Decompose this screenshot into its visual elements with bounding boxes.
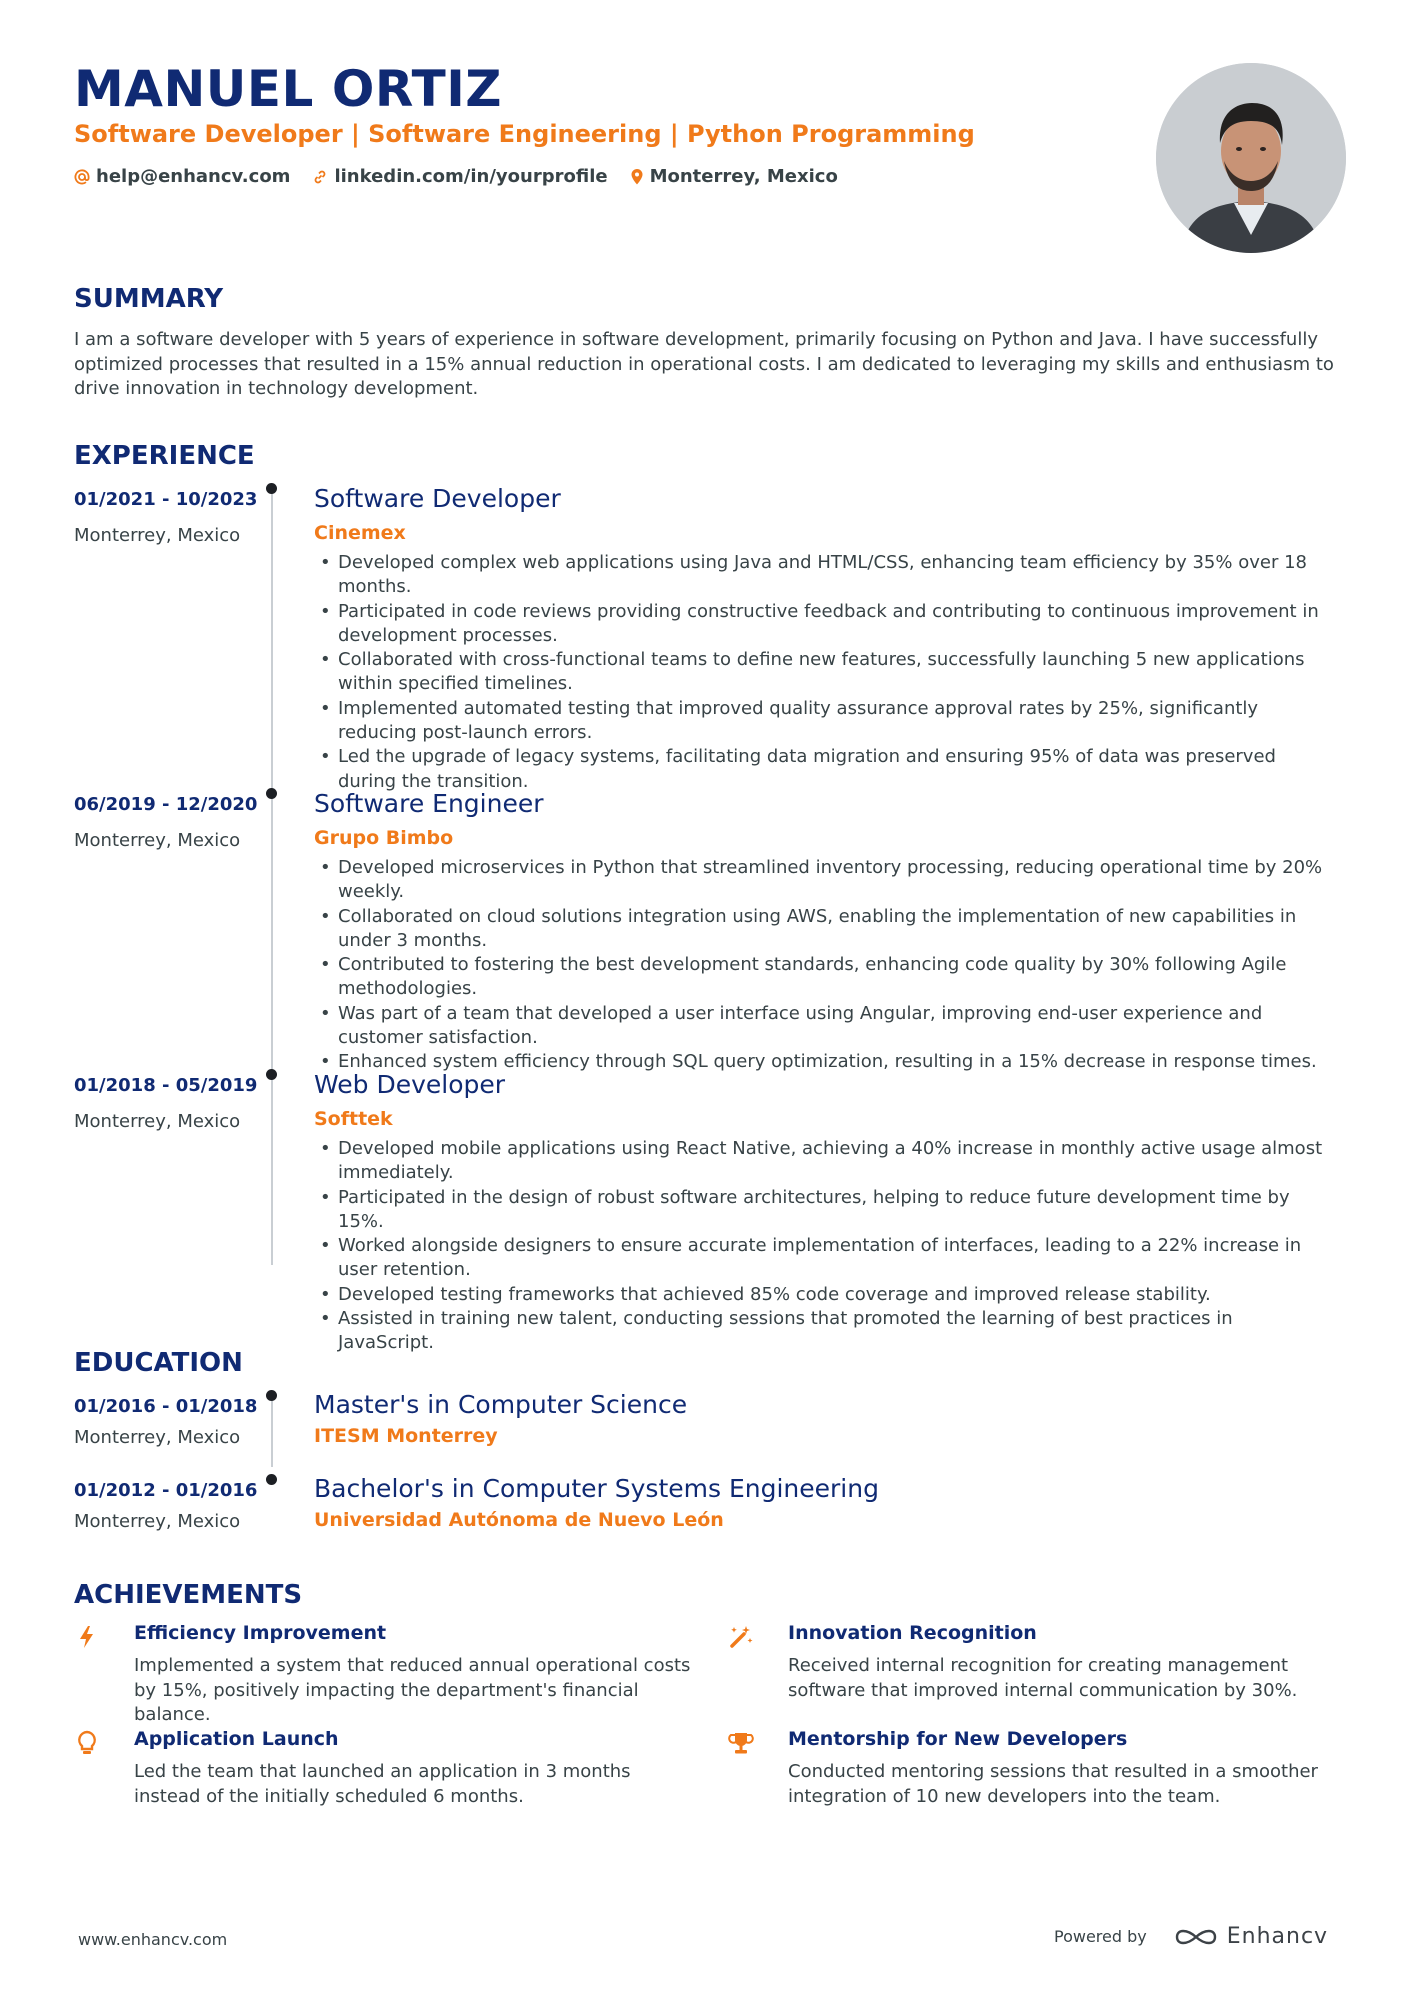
enhancv-logo[interactable] (1173, 1924, 1328, 1949)
education-heading: EDUCATION (74, 1348, 243, 1378)
magic-wand-icon (728, 1624, 754, 1650)
achievement-title: Innovation Recognition (788, 1622, 1037, 1644)
powered-by-label: Powered by (1054, 1927, 1147, 1946)
education-dates: 01/2012 - 01/2016 (74, 1480, 258, 1501)
list-item: • Implemented automated testing that improved quality assurance approval rates by 25%, significantly reducing post-launch errors. (314, 697, 1334, 746)
summary-text: I am a software developer with 5 years of experience in software development, primarily focusing on Python and Java. I have successfully optimized processes that resulted in a 15% annual reduction in operational costs. I am dedicated to leveraging my skills and enthusiasm to drive innovation in technology development. (74, 329, 1334, 399)
education-timeline (271, 1397, 273, 1467)
experience-role: Software Developer (314, 484, 561, 513)
experience-location: Monterrey, Mexico (74, 1111, 241, 1132)
experience-timeline (271, 490, 273, 1265)
education-location: Monterrey, Mexico (74, 1427, 241, 1448)
achievement-title: Application Launch (134, 1728, 339, 1750)
list-item: • Assisted in training new talent, conducting sessions that promoted the learning of best practices in JavaScript. (314, 1307, 1334, 1356)
list-item: • Was part of a team that developed a user interface using Angular, improving end-user experience and customer satisfaction. (314, 1002, 1334, 1051)
email-text: help@enhancv.com (96, 166, 291, 187)
experience-company: Grupo Bimbo (314, 827, 454, 849)
education-school: Universidad Autónoma de Nuevo León (314, 1509, 724, 1531)
achievement-description: Led the team that launched an application in 3 months instead of the initially scheduled 6 months. (134, 1761, 631, 1807)
experience-dates: 01/2018 - 05/2019 (74, 1075, 258, 1096)
location-pin-icon (630, 168, 644, 186)
trophy-icon (728, 1730, 754, 1756)
list-item: • Collaborated with cross-functional teams to define new features, successfully launching 5 new applications within specified timelines. (314, 648, 1334, 697)
timeline-dot (266, 1474, 277, 1485)
experience-bullets (314, 1137, 1334, 1356)
experience-heading: EXPERIENCE (74, 441, 255, 471)
timeline-dot (266, 483, 277, 494)
experience-company: Cinemex (314, 522, 406, 544)
achievement-description: Received internal recognition for creating management software that improved internal communication by 30%. (788, 1655, 1298, 1701)
experience-bullets (314, 551, 1334, 794)
education-dates: 01/2016 - 01/2018 (74, 1396, 258, 1417)
lightning-icon (74, 1624, 100, 1650)
timeline-dot (266, 1069, 277, 1080)
location-contact (630, 166, 838, 187)
summary-heading: SUMMARY (74, 284, 224, 314)
list-item: • Enhanced system efficiency through SQL query optimization, resulting in a 15% decrease in response times. (314, 1050, 1334, 1074)
infinity-logo-icon (1173, 1925, 1219, 1949)
list-item: • Contributed to fostering the best development standards, enhancing code quality by 30% following Agile methodologies. (314, 953, 1334, 1002)
list-item: • Developed testing frameworks that achieved 85% code coverage and improved release stability. (314, 1283, 1334, 1307)
timeline-dot (266, 1390, 277, 1401)
linkedin-text: linkedin.com/in/yourprofile (334, 166, 608, 187)
list-item: • Participated in the design of robust software architectures, helping to reduce future development time by 15%. (314, 1186, 1334, 1235)
list-item: • Led the upgrade of legacy systems, facilitating data migration and ensuring 95% of data was preserved during the transition. (314, 745, 1334, 794)
lightbulb-icon (74, 1730, 100, 1756)
achievement-description: Conducted mentoring sessions that resulted in a smoother integration of 10 new developers into the team. (788, 1761, 1318, 1807)
list-item: • Developed mobile applications using React Native, achieving a 40% increase in monthly active usage almost immediately. (314, 1137, 1334, 1186)
experience-bullets (314, 856, 1334, 1075)
link-icon (312, 169, 328, 185)
list-item: • Collaborated on cloud solutions integration using AWS, enabling the implementation of new capabilities in under 3 months. (314, 905, 1334, 954)
at-sign-icon (74, 169, 90, 185)
contact-info (74, 166, 838, 187)
achievement-title: Efficiency Improvement (134, 1622, 387, 1644)
experience-role: Software Engineer (314, 789, 544, 818)
list-item: • Worked alongside designers to ensure accurate implementation of interfaces, leading to a 22% increase in user retention. (314, 1234, 1334, 1283)
experience-location: Monterrey, Mexico (74, 525, 241, 546)
email-contact[interactable] (74, 166, 290, 187)
education-degree: Master's in Computer Science (314, 1390, 688, 1419)
education-location: Monterrey, Mexico (74, 1511, 241, 1532)
achievement-title: Mentorship for New Developers (788, 1728, 1128, 1750)
achievement-description: Implemented a system that reduced annual operational costs by 15%, positively impacting the department's financial balance. (134, 1655, 691, 1725)
footer-powered-by (1054, 1924, 1328, 1949)
avatar (1156, 63, 1346, 253)
experience-location: Monterrey, Mexico (74, 830, 241, 851)
experience-dates: 01/2021 - 10/2023 (74, 489, 258, 510)
education-school: ITESM Monterrey (314, 1425, 498, 1447)
list-item: • Developed complex web applications using Java and HTML/CSS, enhancing team efficiency by 35% over 18 months. (314, 551, 1334, 600)
experience-company: Softtek (314, 1108, 393, 1130)
achievements-heading: ACHIEVEMENTS (74, 1580, 303, 1610)
brand-name: Enhancv (1226, 1924, 1329, 1949)
timeline-dot (266, 788, 277, 799)
candidate-headline: Software Developer | Software Engineering | Python Programming (74, 120, 975, 148)
location-text: Monterrey, Mexico (649, 166, 838, 187)
education-degree: Bachelor's in Computer Systems Engineering (314, 1474, 879, 1503)
linkedin-contact[interactable] (312, 166, 607, 187)
candidate-name: MANUEL ORTIZ (74, 60, 503, 118)
experience-role: Web Developer (314, 1070, 506, 1099)
footer-website-link[interactable]: www.enhancv.com (78, 1930, 228, 1949)
experience-dates: 06/2019 - 12/2020 (74, 794, 258, 815)
list-item: • Developed microservices in Python that streamlined inventory processing, reducing operational time by 20% weekly. (314, 856, 1334, 905)
list-item: • Participated in code reviews providing constructive feedback and contributing to continuous improvement in development processes. (314, 600, 1334, 649)
